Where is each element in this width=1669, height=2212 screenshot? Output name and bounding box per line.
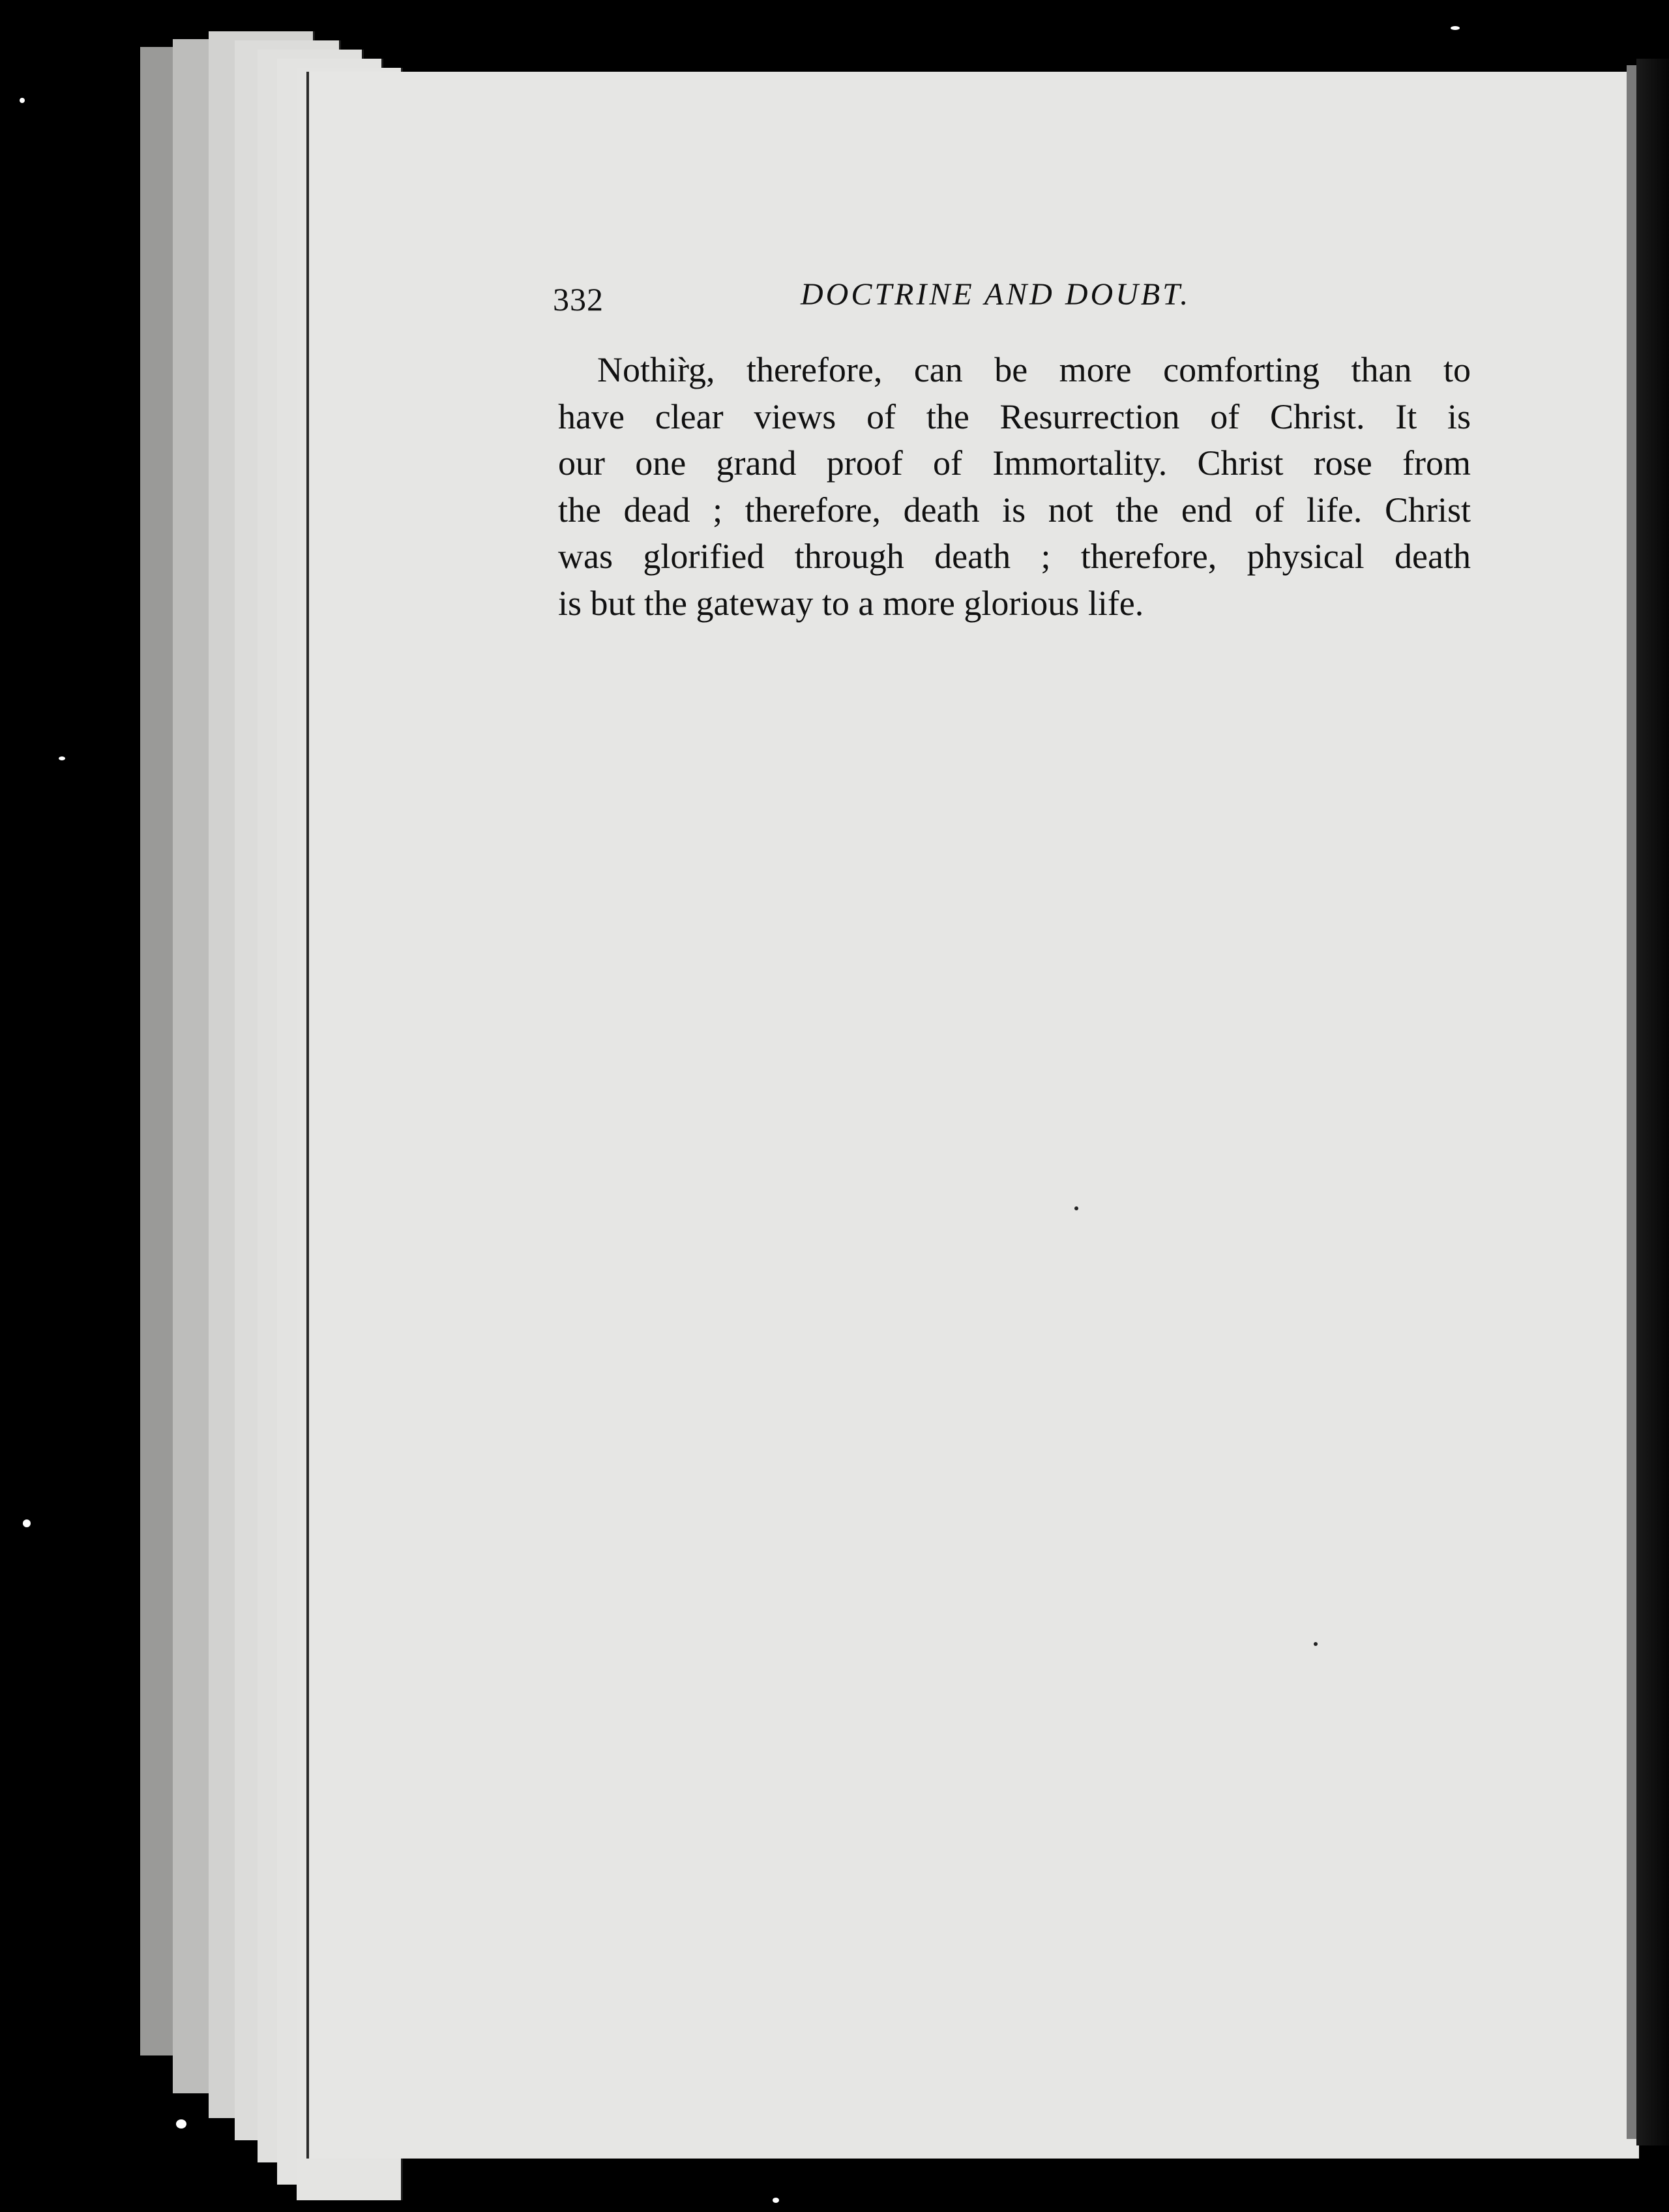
scan-speck <box>773 2198 779 2203</box>
scan-speck <box>1451 26 1460 30</box>
text-line: have clear views of the Resurrection of Christ. It is <box>558 396 1471 436</box>
page-number: 332 <box>553 281 604 318</box>
running-head <box>553 277 1472 320</box>
binding-shadow <box>1636 59 1669 2145</box>
scan-speck <box>59 756 65 760</box>
body-paragraph <box>558 347 1471 627</box>
text-line: is but the gateway to a more glorious life. <box>558 583 1144 623</box>
running-title: DOCTRINE AND DOUBT. <box>801 277 1191 312</box>
scan-speck <box>176 2119 186 2129</box>
scan-speck <box>20 98 25 103</box>
scan-speck <box>23 1519 31 1527</box>
scan-dot <box>1074 1206 1078 1210</box>
text-line: was glorified through death ; therefore, physical death <box>558 537 1471 576</box>
scan-dot <box>1314 1642 1318 1646</box>
text-line: Nothir̀g, therefore, can be more comforting than to <box>597 350 1471 389</box>
text-line: the dead ; therefore, death is not the end of life. Christ <box>558 490 1471 530</box>
text-line: our one grand proof of Immortality. Christ rose from <box>558 443 1471 483</box>
